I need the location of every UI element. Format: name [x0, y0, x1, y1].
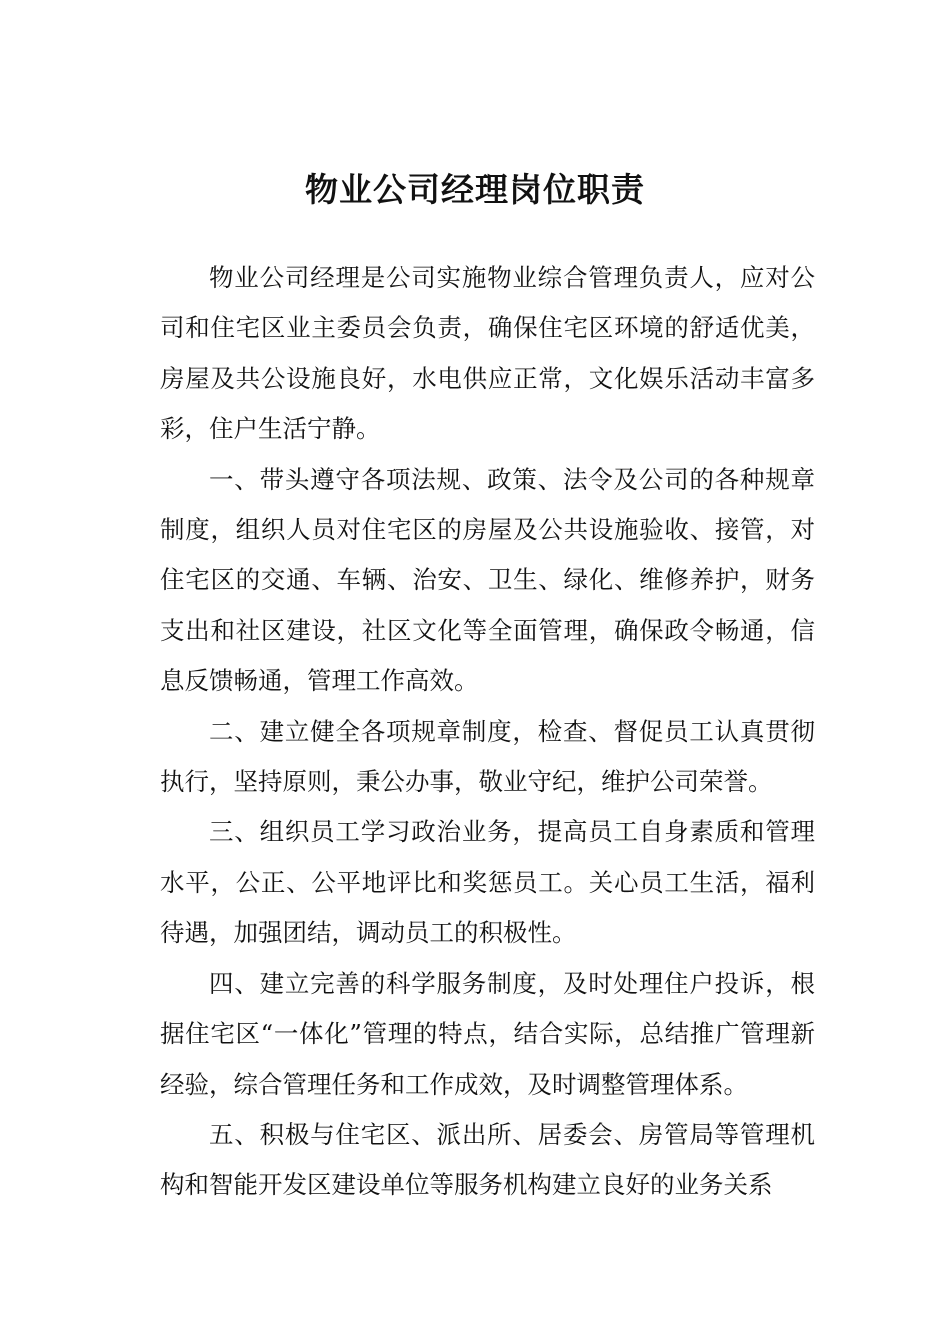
duty-paragraph-1: 一、带头遵守各项法规、政策、法令及公司的各种规章制度，组织人员对住宅区的房屋及公共设施验收、接管，对住宅区的交通、车辆、治安、卫生、绿化、维修养护，财务支出和社区建设，社区文化等全面管理，确保政令畅通，信息反馈畅通，管理工作高效。 [160, 464, 815, 696]
duty-paragraph-2: 二、建立健全各项规章制度，检查、督促员工认真贯彻执行，坚持原则，秉公办事，敬业守纪，维护公司荣誉。 [160, 716, 815, 797]
document-body [160, 253, 815, 1211]
duty-paragraph-5: 五、积极与住宅区、派出所、居委会、房管局等管理机构和智能开发区建设单位等服务机构建立良好的业务关系 [160, 1119, 815, 1200]
document-title: 物业公司经理岗位职责 [305, 170, 645, 210]
duty-paragraph-3: 三、组织员工学习政治业务，提高员工自身素质和管理水平，公正、公平地评比和奖惩员工。关心员工生活，福利待遇，加强团结，调动员工的积极性。 [160, 817, 815, 948]
intro-paragraph: 物业公司经理是公司实施物业综合管理负责人，应对公司和住宅区业主委员会负责，确保住宅区环境的舒适优美，房屋及共公设施良好，水电供应正常，文化娱乐活动丰富多彩，住户生活宁静。 [160, 263, 815, 444]
duty-paragraph-4: 四、建立完善的科学服务制度，及时处理住户投诉，根据住宅区“一体化”管理的特点，结合实际，总结推广管理新经验，综合管理任务和工作成效，及时调整管理体系。 [160, 968, 815, 1099]
